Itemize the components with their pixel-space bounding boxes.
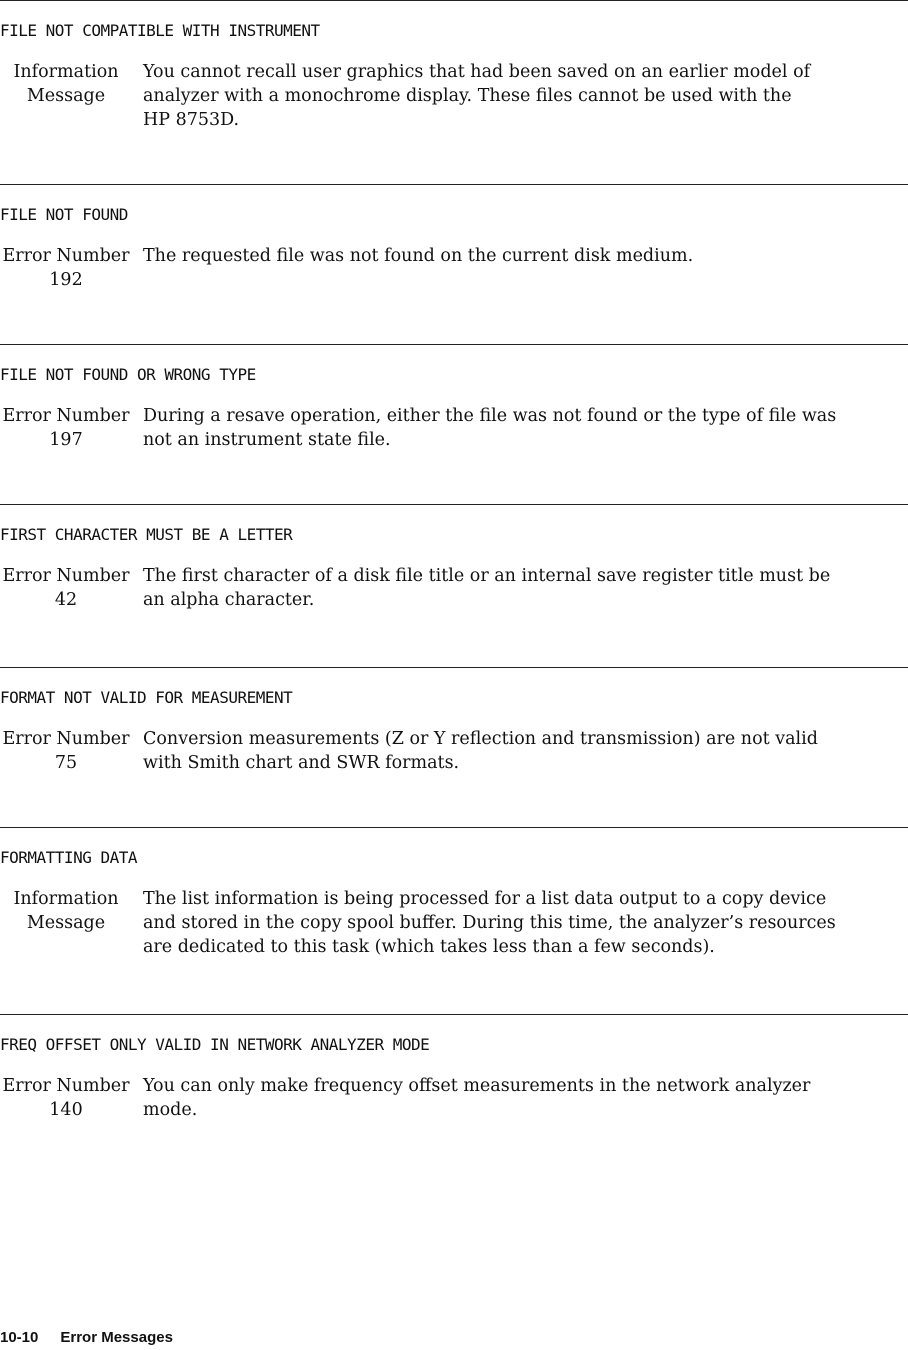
error-number: 197 <box>49 430 83 450</box>
message-type-label <box>0 564 132 612</box>
message-title: FORMAT NOT VALID FOR MEASUREMENT <box>0 688 293 707</box>
description-line: an alpha character. <box>143 590 315 610</box>
message-entry <box>0 667 908 828</box>
message-entry <box>0 504 908 668</box>
message-type-label <box>0 60 132 108</box>
message-title: FREQ OFFSET ONLY VALID IN NETWORK ANALYZER MODE <box>0 1035 430 1054</box>
message-title: FILE NOT COMPATIBLE WITH INSTRUMENT <box>0 21 320 40</box>
description-line: Conversion measurements (Z or Y reflection and transmission) are not valid <box>143 729 818 749</box>
message-description <box>143 404 903 452</box>
description-line: During a resave operation, either the file was not found or the type of file was <box>143 406 837 426</box>
message-description <box>143 1074 903 1122</box>
page-number: 10-10 <box>0 1329 39 1346</box>
message-entry <box>0 184 908 345</box>
description-line: with Smith chart and SWR formats. <box>143 753 460 773</box>
message-type: Error Number <box>2 1076 130 1096</box>
message-type-label <box>0 404 132 452</box>
description-line: The requested file was not found on the current disk medium. <box>143 246 694 266</box>
message-title: FILE NOT FOUND OR WRONG TYPE <box>0 365 256 384</box>
description-line: mode. <box>143 1100 198 1120</box>
message-type: Error Number <box>2 246 130 266</box>
message-title: FILE NOT FOUND <box>0 205 128 224</box>
message-entry <box>0 1014 908 1175</box>
message-entry <box>0 827 908 1015</box>
message-entry <box>0 344 908 505</box>
message-type-label <box>0 1074 132 1122</box>
section-title: Error Messages <box>60 1329 173 1346</box>
description-line: The list information is being processed for a list data output to a copy device <box>143 889 827 909</box>
message-entry <box>0 0 908 185</box>
description-line: The first character of a disk file title or an internal save register title must be <box>143 566 831 586</box>
description-line: analyzer with a monochrome display. These files cannot be used with the <box>143 86 792 106</box>
message-description <box>143 60 903 132</box>
error-number: 140 <box>49 1100 83 1120</box>
description-line: You can only make frequency offset measurements in the network analyzer <box>143 1076 811 1096</box>
description-line: You cannot recall user graphics that had been saved on an earlier model of <box>143 62 811 82</box>
message-type-label <box>0 727 132 775</box>
error-number: 42 <box>54 590 78 610</box>
page-footer <box>0 1329 173 1346</box>
message-description <box>143 887 903 959</box>
message-type-line-2: Message <box>26 86 106 106</box>
description-line: and stored in the copy spool buffer. During this time, the analyzer’s resources <box>143 913 836 933</box>
message-type: Information <box>13 62 119 82</box>
message-type: Error Number <box>2 566 130 586</box>
message-title: FIRST CHARACTER MUST BE A LETTER <box>0 525 293 544</box>
description-line: HP 8753D. <box>143 110 240 130</box>
message-description <box>143 727 903 775</box>
message-type: Error Number <box>2 406 130 426</box>
error-number: 75 <box>54 753 78 773</box>
description-line: are dedicated to this task (which takes less than a few seconds). <box>143 937 715 957</box>
error-number: 192 <box>49 270 83 290</box>
message-type-line-2: Message <box>26 913 106 933</box>
message-description <box>143 244 903 268</box>
message-title: FORMATTING DATA <box>0 848 137 867</box>
description-line: not an instrument state file. <box>143 430 391 450</box>
message-description <box>143 564 903 612</box>
message-type-label <box>0 887 132 935</box>
message-type-label <box>0 244 132 292</box>
message-type: Information <box>13 889 119 909</box>
message-type: Error Number <box>2 729 130 749</box>
